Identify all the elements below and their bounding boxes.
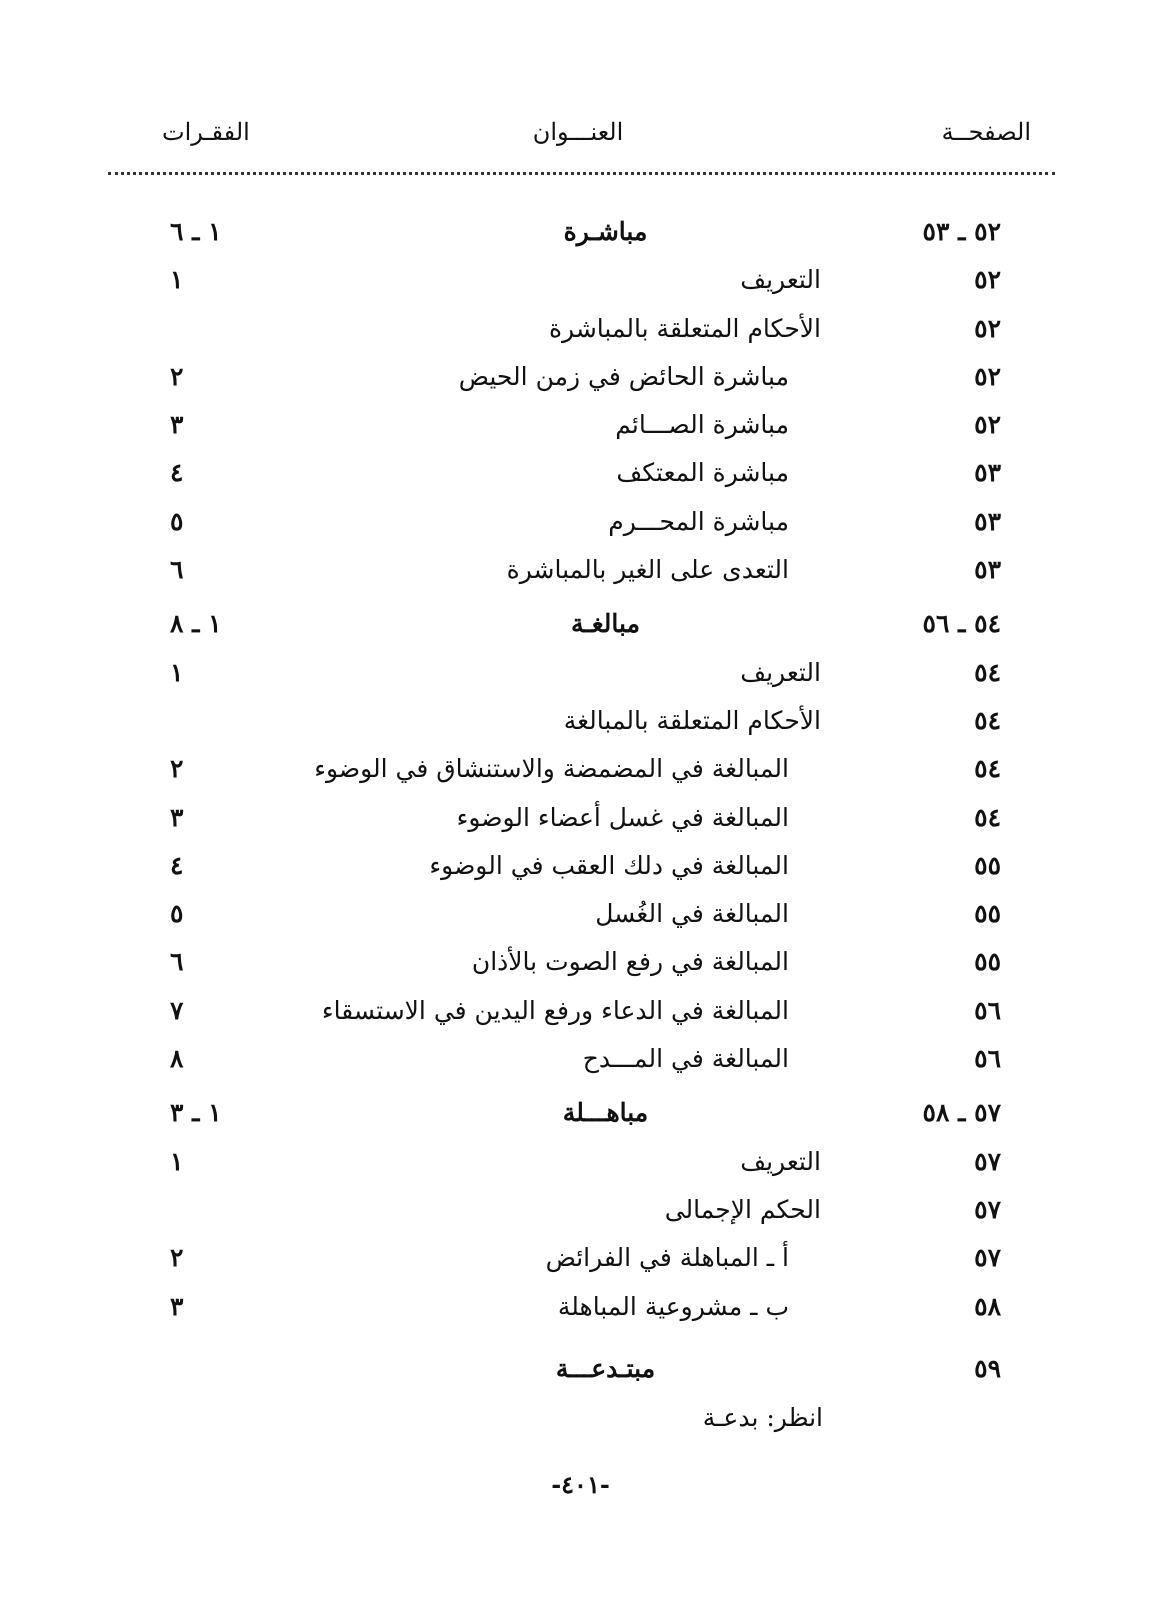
table-row (0, 546, 1161, 594)
row-subtitle: المبالغة في الغُسل (595, 899, 789, 929)
row-subtitle: أ ـ المباهلة في الفرائض (545, 1243, 789, 1273)
row-page: ٥٧ (974, 1194, 1001, 1224)
row-paras: ١ ـ ٣ (170, 1098, 222, 1128)
table-row (0, 353, 1161, 401)
table-row (0, 208, 1161, 256)
table-row (0, 649, 1161, 697)
row-subtitle: المبالغة في غسل أعضاء الوضوء (456, 802, 789, 832)
row-subtitle: مباشرة المعتكف (616, 458, 789, 488)
row-subtitle: مباشرة المحـــرم (608, 506, 789, 536)
row-subtitle: مباشرة الحائض في زمن الحيض (458, 361, 789, 391)
row-paras: ٥ (170, 506, 184, 536)
row-subtitle: التعريف (740, 657, 821, 687)
row-entry-title: مبالغـة (571, 609, 640, 639)
table-row (0, 1138, 1161, 1186)
row-paras: ٣ (170, 802, 184, 832)
row-subtitle: التعدى على الغير بالمباشرة (506, 555, 789, 585)
row-page: ٥٣ (974, 506, 1001, 536)
row-paras: ١ (170, 657, 184, 687)
row-page: ٥٤ (974, 802, 1001, 832)
table-row (0, 697, 1161, 745)
table-row (0, 842, 1161, 890)
toc-rows (0, 208, 1161, 1393)
row-page: ٥٤ (974, 705, 1001, 735)
row-paras: ٣ (170, 1291, 184, 1321)
table-row (0, 1283, 1161, 1331)
row-subtitle: المبالغة في المضمضة والاستنشاق في الوضوء (314, 754, 789, 784)
table-row (0, 794, 1161, 842)
row-paras: ٢ (170, 1243, 184, 1273)
table-row (0, 1089, 1161, 1137)
row-paras: ٣ (170, 410, 184, 440)
row-paras: ٧ (170, 995, 184, 1025)
row-page: ٥٢ (974, 410, 1001, 440)
row-page: ٥٦ (974, 995, 1001, 1025)
row-paras: ٢ (170, 361, 184, 391)
row-paras: ٢ (170, 754, 184, 784)
row-subtitle: المبالغة في رفع الصوت بالأذان (471, 947, 789, 977)
row-page: ٥٧ (974, 1146, 1001, 1176)
row-paras: ١ ـ ٦ (170, 217, 222, 246)
row-subtitle: الأحكام المتعلقة بالمبالغة (563, 705, 821, 735)
row-subtitle: الحكم الإجمالى (664, 1194, 821, 1224)
row-subtitle: المبالغة في الدعاء ورفع اليدين في الاستسقاء (321, 995, 789, 1025)
table-row (0, 256, 1161, 304)
table-row (0, 890, 1161, 938)
header-page-label: الصفحــة (941, 118, 1031, 146)
row-subtitle: التعريف (740, 1146, 821, 1176)
row-page: ٥٥ (974, 850, 1001, 880)
row-paras: ٤ (170, 850, 184, 880)
header-title-label: العنـــوان (532, 118, 624, 146)
table-row (0, 498, 1161, 546)
row-page: ٥٢ (974, 313, 1001, 343)
row-page: ٥٤ ـ ٥٦ (922, 609, 1001, 639)
table-row (0, 1345, 1161, 1393)
table-row (0, 305, 1161, 353)
row-subtitle: المبالغة في المـــدح (582, 1044, 789, 1074)
table-row (0, 401, 1161, 449)
row-paras: ١ ـ ٨ (170, 609, 222, 639)
row-entry-title: مبتـدعـــة (555, 1353, 656, 1383)
row-paras: ٤ (170, 458, 184, 488)
table-row (0, 745, 1161, 793)
row-subtitle: التعريف (740, 265, 821, 295)
row-paras: ٦ (170, 555, 184, 585)
row-paras: ٦ (170, 947, 184, 977)
row-entry-title: مباشـرة (563, 217, 648, 246)
row-page: ٥٥ (974, 947, 1001, 977)
row-page: ٥٣ (974, 458, 1001, 488)
header-paras-label: الفقـرات (162, 118, 250, 146)
page-number: -٤٠١- (551, 1470, 610, 1499)
row-page: ٥٥ (974, 899, 1001, 929)
row-subtitle: المبالغة في دلك العقب في الوضوء (429, 850, 789, 880)
table-row (0, 600, 1161, 648)
table-row (0, 938, 1161, 986)
row-paras: ١ (170, 265, 184, 295)
row-page: ٥٢ ـ ٥٣ (922, 217, 1001, 246)
row-paras: ٨ (170, 1044, 184, 1074)
see-also-note: انظر: بدعـة (702, 1403, 823, 1432)
table-row (0, 449, 1161, 497)
table-row (0, 1186, 1161, 1234)
row-page: ٥٧ ـ ٥٨ (922, 1098, 1001, 1128)
row-page: ٥٢ (974, 361, 1001, 391)
row-page: ٥٩ (974, 1353, 1001, 1383)
row-page: ٥٣ (974, 555, 1001, 585)
table-row (0, 1234, 1161, 1282)
row-entry-title: مباهـــلة (562, 1098, 649, 1128)
row-page: ٥٤ (974, 657, 1001, 687)
row-page: ٥٨ (974, 1291, 1001, 1321)
table-row (0, 987, 1161, 1035)
row-page: ٥٧ (974, 1243, 1001, 1273)
row-subtitle: ب ـ مشروعية المباهلة (557, 1291, 789, 1321)
row-subtitle: الأحكام المتعلقة بالمباشرة (548, 313, 821, 343)
row-paras: ٥ (170, 899, 184, 929)
row-page: ٥٦ (974, 1044, 1001, 1074)
row-paras: ١ (170, 1146, 184, 1176)
row-page: ٥٢ (974, 265, 1001, 295)
row-subtitle: مباشرة الصـــائم (615, 410, 789, 440)
header-divider (108, 172, 1055, 175)
row-page: ٥٤ (974, 754, 1001, 784)
table-row (0, 1035, 1161, 1083)
